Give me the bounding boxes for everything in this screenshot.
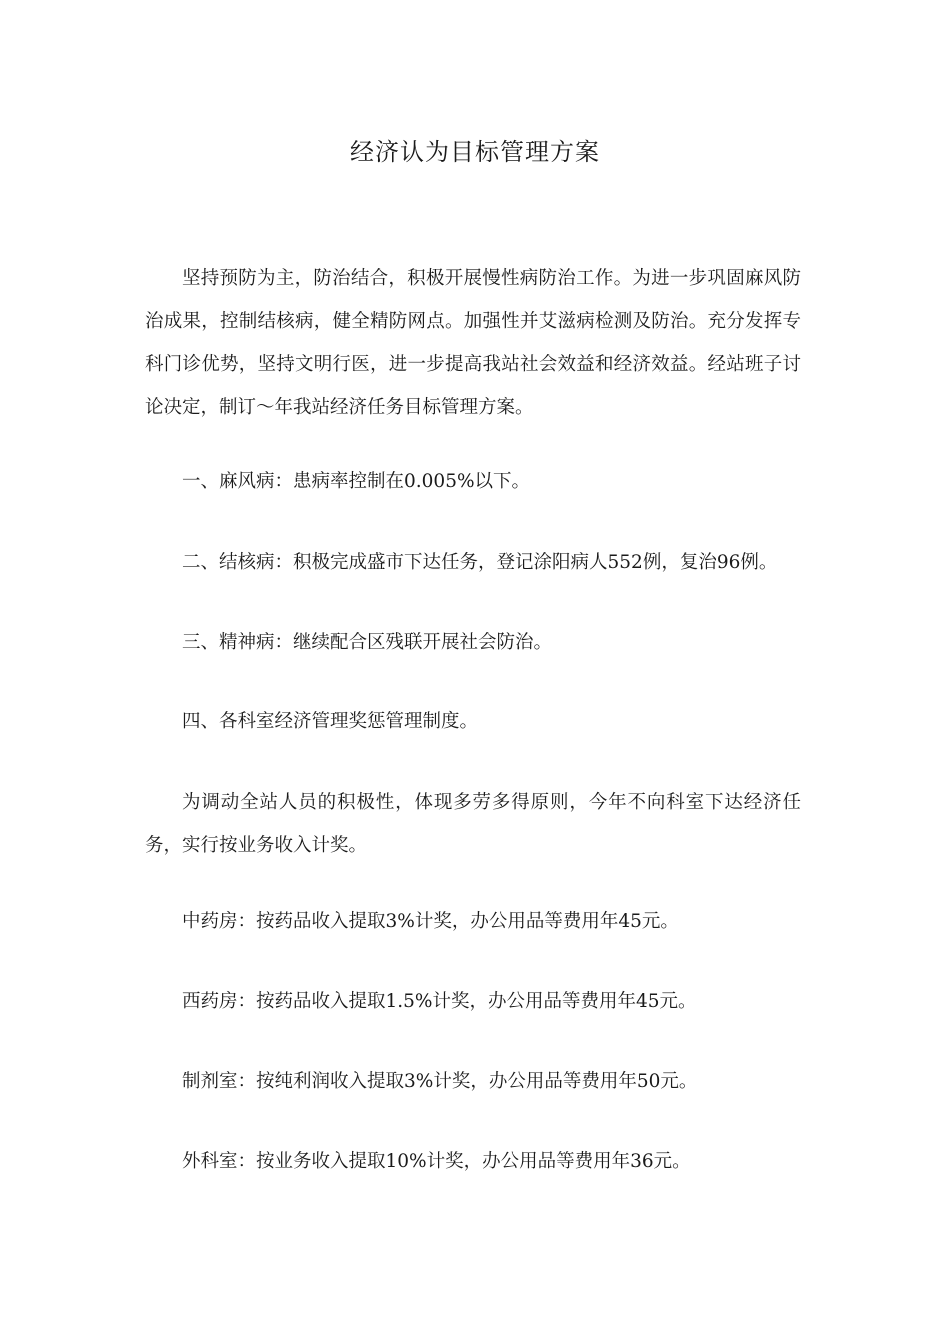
paragraph-text: 西药房：按药品收入提取1.5%计奖，办公用品等费用年45元。 bbox=[182, 991, 697, 1012]
item-mental-illness bbox=[145, 621, 801, 664]
rule-surgery-dept bbox=[145, 1140, 801, 1183]
item-tuberculosis bbox=[145, 541, 801, 584]
document-title: 经济认为目标管理方案 bbox=[350, 138, 600, 166]
item-leprosy bbox=[145, 460, 801, 503]
paragraph-text: 制剂室：按纯利润收入提取3%计奖，办公用品等费用年50元。 bbox=[182, 1071, 698, 1092]
paragraph-text: 三、精神病：继续配合区残联开展社会防治。 bbox=[182, 632, 553, 653]
paragraph-text: 四、各科室经济管理奖惩管理制度。 bbox=[182, 711, 479, 732]
rule-preparation-room bbox=[145, 1060, 801, 1103]
paragraph-text: 外科室：按业务收入提取10%计奖，办公用品等费用年36元。 bbox=[182, 1151, 691, 1172]
paragraph-text: 中药房：按药品收入提取3%计奖，办公用品等费用年45元。 bbox=[182, 911, 679, 932]
paragraph-text: 一、麻风病：患病率控制在0.005%以下。 bbox=[182, 471, 531, 492]
intro-paragraph bbox=[145, 257, 801, 429]
rule-chinese-pharmacy bbox=[145, 900, 801, 943]
item-department-rules bbox=[145, 700, 801, 743]
reward-paragraph bbox=[145, 781, 801, 867]
paragraph-text: 二、结核病：积极完成盛市下达任务，登记涂阳病人552例，复治96例。 bbox=[182, 552, 778, 573]
rule-western-pharmacy bbox=[145, 980, 801, 1023]
paragraph-text: 为调动全站人员的积极性，体现多劳多得原则，今年不向科室下达经济任务，实行按业务收入计奖。 bbox=[145, 792, 801, 856]
paragraph-text: 坚持预防为主，防治结合，积极开展慢性病防治工作。为进一步巩固麻风防治成果，控制结核病，健全精防网点。加强性并艾滋病检测及防治。充分发挥专科门诊优势，坚持文明行医，进一步提高我站社会效益和经济效益。经站班子讨论决定，制订～年我站经济任务目标管理方案。 bbox=[145, 268, 801, 418]
